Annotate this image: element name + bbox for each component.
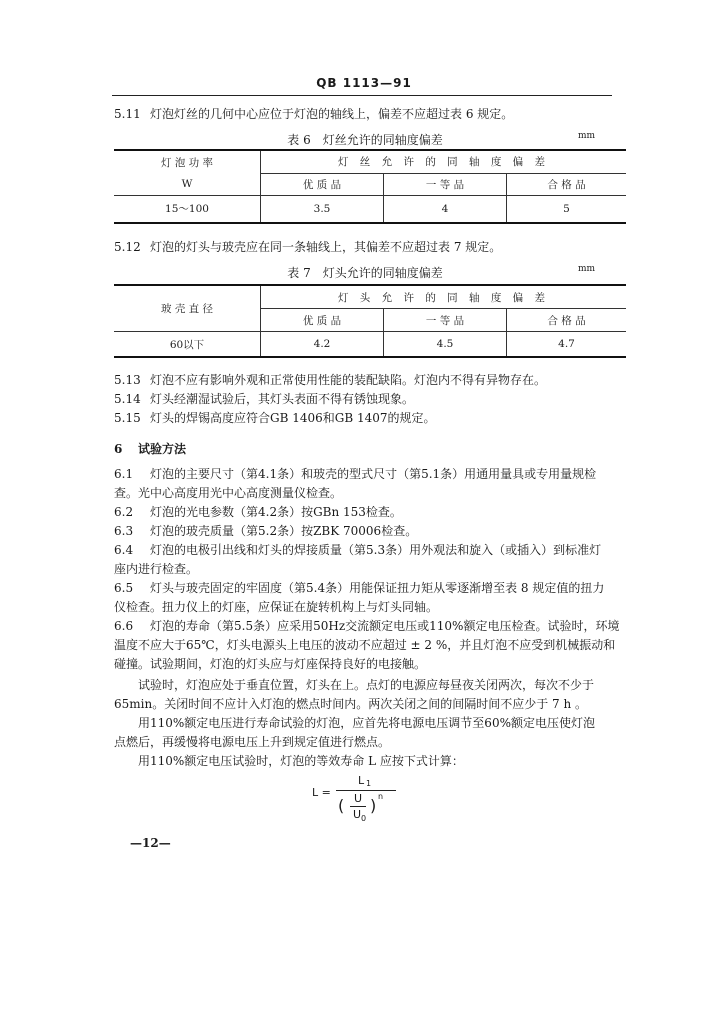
table7-unit: mm <box>578 264 596 274</box>
paragraph-formula-intro <box>114 752 464 771</box>
clause-6-5 <box>114 579 604 617</box>
clause-5-12 <box>114 238 501 257</box>
clause-text: 碰撞。试验期间，灯泡的灯头应与灯座保持良好的电接触。 <box>114 657 427 671</box>
clause-number: 6.3 <box>114 524 134 538</box>
clause-number: 6.4 <box>114 543 134 557</box>
clause-text: 仪检查。扭力仪上的灯座，应保证在旋转机构上与灯头同轴。 <box>114 600 439 614</box>
table-6 <box>114 149 626 224</box>
paragraph-text: 用110%额定电压进行寿命试验的灯泡，应首先将电源电压调节至60%额定电压使灯泡 <box>138 716 595 730</box>
paragraph-text: 试验时，灯泡应处于垂直位置，灯头在上。点灯的电源应每昼夜关闭两次，每次不少于 <box>138 678 595 692</box>
clause-text: 灯泡的玻壳质量（第5.2条）按ZBK 70006检查。 <box>150 524 418 538</box>
table7-group-header: 灯 头 允 许 的 同 轴 度 偏 差 <box>261 285 627 309</box>
clause-text: 座内进行检查。 <box>114 562 199 576</box>
clause-number: 6.1 <box>114 467 134 481</box>
formula-inner-numerator: U <box>354 792 363 805</box>
clause-6-2 <box>114 503 402 522</box>
clause-text: 灯头与玻壳固定的牢固度（第5.4条）用能保证扭力矩从零逐渐增至表 8 规定值的扭力 <box>150 581 605 595</box>
table6-cell: 5 <box>507 195 627 223</box>
clause-text: 灯泡的灯头与玻壳应在同一条轴线上，其偏差不应超过表 7 规定。 <box>150 240 502 254</box>
clause-5-13 <box>114 371 546 390</box>
table6-grade-3: 合 格 品 <box>507 173 627 195</box>
section-title: 试验方法 <box>138 442 187 456</box>
paragraph-text: 65min。关闭时间不应计入灯泡的燃点时间内。两次关闭之间的间隔时间不应少于 7 h 。 <box>114 697 588 711</box>
table6-caption: 表 6 灯丝允许的同轴度偏差 <box>287 133 443 147</box>
equivalent-life-formula <box>312 776 432 832</box>
table7-cell: 4.2 <box>261 332 384 358</box>
clause-text: 灯泡不应有影响外观和正常使用性能的装配缺陷。灯泡内不得有异物存在。 <box>150 373 547 387</box>
clause-5-11 <box>114 105 513 124</box>
table6-cell: 15～100 <box>114 195 261 223</box>
clause-5-15 <box>114 409 436 428</box>
formula-inner-fraction-bar <box>350 806 366 807</box>
clause-text: 灯泡的寿命（第5.5条）应采用50Hz交流额定电压或110%额定电压检查。试验时，环境 <box>150 619 620 633</box>
formula-paren-open: ( <box>338 796 345 815</box>
table7-cell: 4.7 <box>507 332 627 358</box>
clause-text: 温度不应大于65℃，灯头电源头上电压的波动不应超过 ± 2 %，并且灯泡不应受到机械振动和 <box>114 638 616 652</box>
paragraph-text: 用110%额定电压试验时，灯泡的等效寿命 L 应按下式计算： <box>138 754 464 768</box>
clause-number: 6.2 <box>114 505 134 519</box>
table6-grade-1: 优 质 品 <box>261 173 384 195</box>
clause-text: 灯泡的光电参数（第4.2条）按GBn 153检查。 <box>150 505 402 519</box>
clause-6-6 <box>114 617 619 674</box>
table7-cell: 60以下 <box>114 332 261 358</box>
table6-unit: mm <box>578 131 596 141</box>
clause-6-4 <box>114 541 601 579</box>
clause-number: 5.15 <box>114 411 141 425</box>
clause-text: 灯泡的主要尺寸（第4.1条）和玻壳的型式尺寸（第5.1条）用通用量具或专用量规检 <box>150 467 597 481</box>
table7-header-diameter: 玻 壳 直 径 <box>114 285 261 332</box>
table6-cell: 4 <box>384 195 507 223</box>
paragraph-110-percent <box>114 714 595 752</box>
section-number: 6 <box>114 442 123 456</box>
clause-number: 5.12 <box>114 240 141 254</box>
clause-5-14 <box>114 390 414 409</box>
clause-text: 灯泡灯丝的几何中心应位于灯泡的轴线上，偏差不应超过表 6 规定。 <box>150 107 514 121</box>
formula-numerator-subscript: 1 <box>366 779 372 788</box>
table6-grade-2: 一 等 品 <box>384 173 507 195</box>
clause-number: 5.14 <box>114 392 141 406</box>
header-rule <box>112 95 612 96</box>
formula-exponent: n <box>378 792 384 801</box>
table6-header-power: 灯 泡 功 率 <box>114 150 261 173</box>
formula-paren-close: ) <box>370 796 377 815</box>
formula-inner-denominator: U <box>353 808 362 821</box>
table6-cell: 3.5 <box>261 195 384 223</box>
clause-text: 灯泡的电极引出线和灯头的焊接质量（第5.3条）用外观法和旋入（或插入）到标准灯 <box>150 543 602 557</box>
clause-number: 6.6 <box>114 619 134 633</box>
formula-inner-denominator-subscript: 0 <box>361 814 367 823</box>
table7-grade-2: 一 等 品 <box>384 309 507 332</box>
clause-6-3 <box>114 522 417 541</box>
page-number: —12— <box>130 836 171 850</box>
table6-group-header: 灯 丝 允 许 的 同 轴 度 偏 差 <box>261 150 627 173</box>
clause-number: 5.11 <box>114 107 141 121</box>
clause-6-1 <box>114 465 596 503</box>
clause-number: 5.13 <box>114 373 141 387</box>
clause-text: 查。光中心高度用光中心高度测量仪检查。 <box>114 486 343 500</box>
formula-numerator: L <box>358 774 365 787</box>
table6-header-unit: W <box>181 177 193 190</box>
clause-number: 6.5 <box>114 581 134 595</box>
paragraph-text: 点燃后，再缓慢将电源电压上升到规定值进行燃点。 <box>114 735 391 749</box>
formula-main-fraction-bar <box>336 790 396 791</box>
table-7 <box>114 284 626 358</box>
table7-cell: 4.5 <box>384 332 507 358</box>
section-6-heading <box>114 440 186 459</box>
table7-grade-1: 优 质 品 <box>261 309 384 332</box>
table7-grade-3: 合 格 品 <box>507 309 627 332</box>
table7-caption: 表 7 灯头允许的同轴度偏差 <box>287 266 443 280</box>
clause-text: 灯头经潮湿试验后，其灯头表面不得有锈蚀现象。 <box>150 392 415 406</box>
paragraph-test-conditions <box>114 676 594 714</box>
document-code-header: QB 1113—91 <box>316 76 412 90</box>
clause-text: 灯头的焊锡高度应符合GB 1406和GB 1407的规定。 <box>150 411 436 425</box>
formula-lhs: L = <box>312 786 331 799</box>
